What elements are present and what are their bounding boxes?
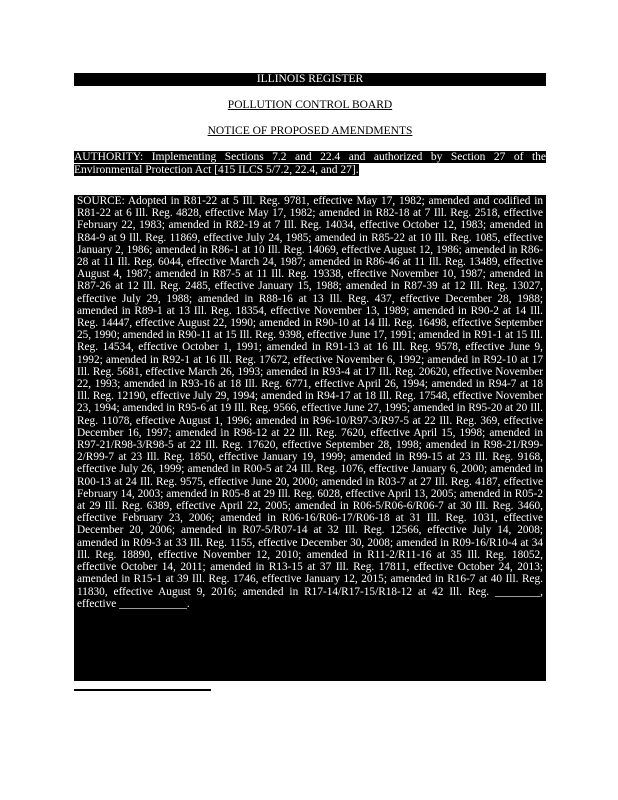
register-title: ILLINOIS REGISTER — [74, 73, 546, 86]
agency-heading — [74, 99, 546, 112]
notice-heading-text: NOTICE OF PROPOSED AMENDMENTS — [207, 125, 413, 137]
authority-text: AUTHORITY: Implementing Sections 7.2 and 22.4 and authorized by Section 27 of the Environmental Protection Act [415 ILCS 5/7.2, 22.4, and 27]. — [74, 151, 546, 176]
agency-heading-text: POLLUTION CONTROL BOARD — [227, 99, 393, 111]
source-paragraph: SOURCE: Adopted in R81-22 at 5 Ill. Reg. 9781, effective May 17, 1982; amended and codified in R81-22 at 6 Ill. Reg. 4828, effective May 17, 1982; amended in R82-18 at 7 Ill. Reg. 2518, effective February 22, 1983; amended in R82-19 at 7 Ill. Reg. 14034, effective October 12, 1983; amended in R84-9 at 9 Ill. Reg. 11869, effective July 24, 1985; amended in R85-22 at 10 Ill. Reg. 1085, effective January 2, 1986; amended in R86-1 at 10 Ill. Reg. 14069, effective August 12, 1986; amended in R86-28 at 11 Ill. Reg. 6044, effective March 24, 1987; amended in R86-46 at 11 Ill. Reg. 13489, effective August 4, 1987; amended in R87-5 at 11 Ill. Reg. 19338, effective November 10, 1987; amended in R87-26 at 12 Ill. Reg. 2485, effective January 15, 1988; amended in R87-39 at 12 Ill. Reg. 13027, effective July 29, 1988; amended in R88-16 at 13 Ill. Reg. 437, effective December 28, 1988; amended in R89-1 at 13 Ill. Reg. 18354, effective November 13, 1989; amended in R90-2 at 14 Ill. Reg. 14447, effective August 22, 1990; amended in R90-10 at 14 Ill. Reg. 16498, effective September 25, 1990; amended in R90-11 at 15 Ill. Reg. 9398, effective June 17, 1991; amended in R91-1 at 15 Ill. Reg. 14534, effective October 1, 1991; amended in R91-13 at 16 Ill. Reg. 9578, effective June 9, 1992; amended in R92-1 at 16 Ill. Reg. 17672, effective November 6, 1992; amended in R92-10 at 17 Ill. Reg. 5681, effective March 26, 1993; amended in R93-4 at 17 Ill. Reg. 20620, effective November 22, 1993; amended in R93-16 at 18 Ill. Reg. 6771, effective April 26, 1994; amended in R94-7 at 18 Ill. Reg. 12190, effective July 29, 1994; amended in R94-17 at 18 Ill. Reg. 17548, effective November 23, 1994; amended in R95-6 at 19 Ill. Reg. 9566, effective June 27, 1995; amended in R95-20 at 20 Ill. Reg. 11078, effective August 1, 1996; amended in R96-10/R97-3/R97-5 at 22 Ill. Reg. 369, effective December 16, 1997; amended in R98-12 at 22 Ill. Reg. 7620, effective April 15, 1998; amended in R97-21/R98-3/R98-5 at 22 Ill. Reg. 17620, effective September 28, 1998; amended in R98-21/R99-2/R99-7 at 23 Ill. Reg. 1850, effective January 19, 1999; amended in R99-15 at 23 Ill. Reg. 9168, effective July 26, 1999; amended in R00-5 at 24 Ill. Reg. 1076, effective January 6, 2000; amended in R00-13 at 24 Ill. Reg. 9575, effective June 20, 2000; amended in R03-7 at 27 Ill. Reg. 4187, effective February 14, 2003; amended in R05-8 at 29 Ill. Reg. 6028, effective April 13, 2005; amended in R05-2 at 29 Ill. Reg. 6389, effective April 22, 2005; amended in R06-5/R06-6/R06-7 at 30 Ill. Reg. 3460, effective February 23, 2006; amended in R06-16/R06-17/R06-18 at 31 Ill. Reg. 1031, effective December 20, 2006; amended in R07-5/R07-14 at 32 Ill. Reg. 12566, effective July 14, 2008; amended in R09-3 at 33 Ill. Reg. 1155, effective December 30, 2008; amended in R09-16/R10-4 at 34 Ill. Reg. 18890, effective November 12, 2010; amended in R11-2/R11-16 at 35 Ill. Reg. 18052, effective October 14, 2011; amended in R13-15 at 37 Ill. Reg. 17811, effective October 24, 2013; amended in R15-1 at 39 Ill. Reg. 1746, effective January 12, 2015; amended in R16-7 at 40 Ill. Reg. 11830, effective August 9, 2016; amended in R17-14/R17-15/R18-12 at 42 Ill. Reg. ________, effective ____________. — [74, 195, 546, 681]
footer-rule — [74, 689, 211, 691]
authority-paragraph — [74, 151, 546, 177]
notice-heading — [74, 125, 546, 138]
